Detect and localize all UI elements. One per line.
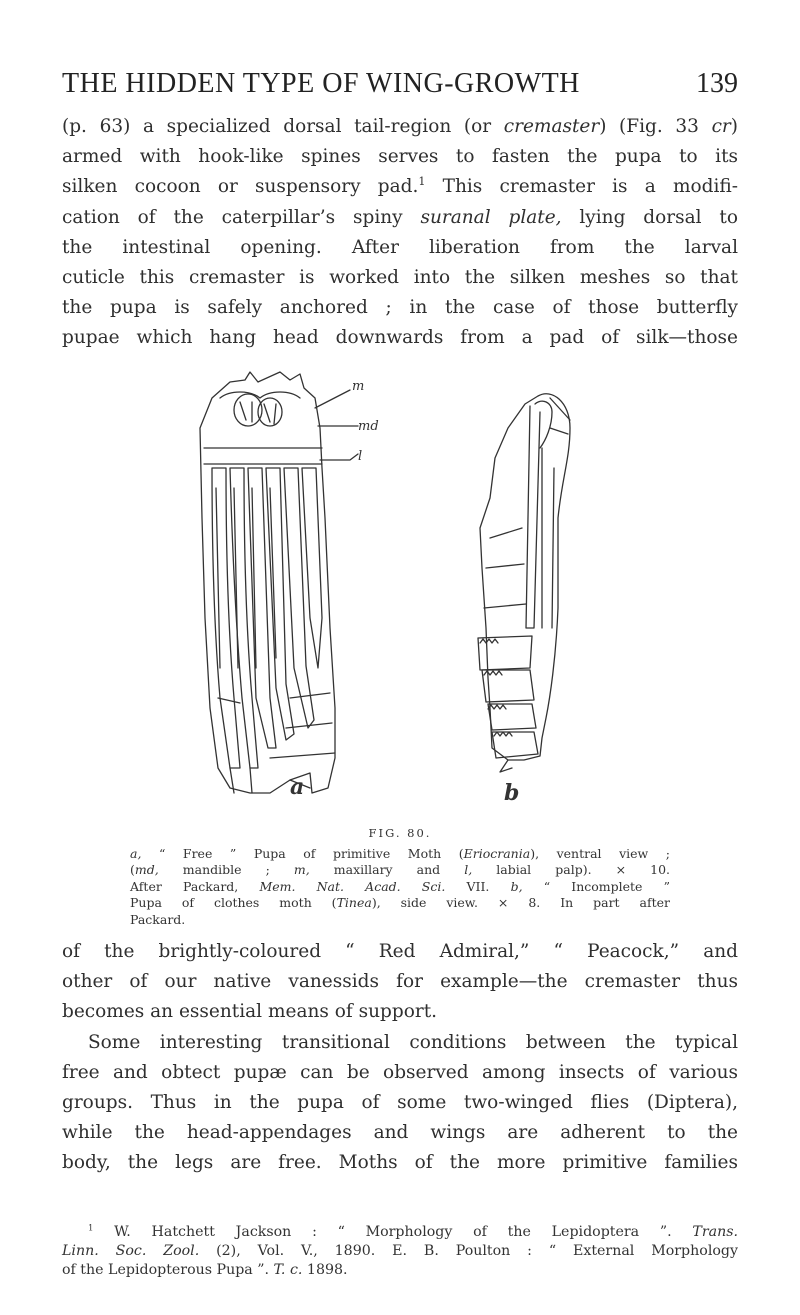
label-m: m	[352, 379, 365, 394]
text-line: body, the legs are free. Moths of the more primitive families	[62, 1152, 738, 1174]
caption-line: After Packard, Mem. Nat. Acad. Sci. VII. b, “ Incomplete ”	[130, 878, 671, 894]
text-line: of the brightly-coloured “ Red Admiral,” “ Peacock,” and	[62, 941, 738, 962]
label-l: l	[358, 449, 363, 464]
caption-line: Pupa of clothes moth (Tinea), side view. × 8. In part after	[130, 895, 670, 911]
text-line: free and obtect pupæ can be observed among insects of various	[62, 1061, 738, 1083]
page-header	[62, 68, 738, 108]
text-line: becomes an essential means of support.	[62, 1001, 438, 1023]
label-md: md	[358, 419, 379, 434]
caption-line: Packard.	[130, 911, 186, 927]
running-head: THE HIDDEN TYPE OF WING-GROWTH	[62, 68, 580, 99]
figure-title: FIG. 80.	[368, 826, 432, 840]
caption-line: a, “ Free ” Pupa of primitive Moth (Eriocrania), ventral view ;	[130, 846, 670, 861]
text-line: cuticle this cremaster is worked into the silken meshes so that	[62, 267, 738, 289]
text-line: Some interesting transitional conditions between the typical	[88, 1031, 738, 1053]
caption-line: (md, mandible ; m, maxillary and l, labial palp). × 10.	[130, 862, 671, 878]
text-line: other of our native vanessids for example—the cremaster thus	[62, 971, 738, 993]
footnote	[62, 1223, 738, 1280]
page-number: 139	[696, 68, 738, 99]
text-line: the pupa is safely anchored ; in the case of those butterfly	[62, 297, 738, 319]
label-a: a	[290, 774, 305, 800]
label-b: b	[504, 780, 520, 806]
footnote-line: Linn. Soc. Zool. (2), Vol. V., 1890. E. B. Poulton : “ External Morphology	[62, 1243, 738, 1259]
text-line: the intestinal opening. After liberation from the larval	[62, 236, 738, 258]
pupa-a-drawing	[200, 372, 335, 793]
text-line: silken cocoon or suspensory pad.$^1$ This cremaster is a modifi-	[62, 175, 738, 198]
footnote-ref: 1	[418, 175, 426, 189]
footnote-line: of the Lepidopterous Pupa ”. T. c. 1898.	[62, 1262, 348, 1278]
text-line: cation of the caterpillar’s spiny suranal plate, lying dorsal to	[62, 206, 738, 228]
figure-caption	[130, 846, 670, 928]
figure-80	[190, 368, 610, 808]
text-line: pupae which hang head downwards from a pad of silk—those	[62, 327, 738, 349]
paragraph-1	[62, 112, 738, 354]
paragraph-2	[62, 937, 738, 1179]
pupa-b-drawing	[478, 394, 570, 772]
footnote-line: $^1$ W. Hatchett Jackson : “ Morphology of the Lepidoptera ”. Trans.	[88, 1223, 738, 1240]
footnote-marker: 1	[88, 1223, 94, 1234]
pupa-illustration	[190, 368, 610, 808]
text-line: while the head-appendages and wings are adherent to the	[62, 1122, 738, 1144]
text-line: armed with hook-like spines serves to fasten the pupa to its	[62, 146, 738, 168]
text-line: groups. Thus in the pupa of some two-winged flies (Diptera),	[62, 1092, 738, 1114]
text-line: (p. 63) a specialized dorsal tail-region (or cremaster) (Fig. 33 cr)	[62, 116, 738, 137]
